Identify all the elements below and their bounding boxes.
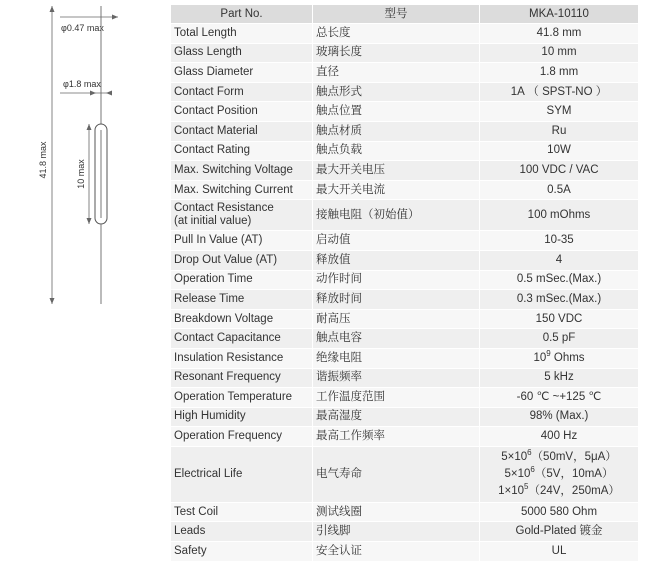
- reed-switch-drawing: [0, 0, 165, 564]
- param-value: 5 kHz: [480, 368, 639, 388]
- arrow-icon: [90, 91, 96, 96]
- param-name-en: [171, 200, 313, 231]
- life-exponent: 6: [530, 465, 535, 475]
- arrow-icon: [112, 15, 118, 20]
- table-row: [171, 63, 639, 83]
- param-name-line: (at initial value): [174, 215, 252, 228]
- table-row: [171, 250, 639, 270]
- param-name-cn: 动作时间: [313, 270, 480, 290]
- table-row: [171, 407, 639, 427]
- param-name-en: Contact Rating: [171, 141, 313, 161]
- table-row: [171, 348, 639, 368]
- arrow-icon: [87, 124, 92, 130]
- param-value: UL: [480, 542, 639, 562]
- param-value: 98% (Max.): [480, 407, 639, 427]
- param-name-cn: 直径: [313, 63, 480, 83]
- life-base: 5×10: [504, 467, 531, 480]
- param-value: 100 VDC / VAC: [480, 161, 639, 181]
- table-row: [171, 24, 639, 44]
- param-name-cn: 启动值: [313, 231, 480, 251]
- total-length-label: 41.8 max: [38, 141, 48, 179]
- param-name-cn: 引线脚: [313, 522, 480, 542]
- electrical-life-line: [483, 466, 635, 483]
- arrow-icon: [87, 218, 92, 224]
- header-value: MKA-10110: [480, 5, 639, 24]
- param-name-cn: 触点电容: [313, 329, 480, 349]
- param-name-en: Glass Diameter: [171, 63, 313, 83]
- spec-table: [170, 4, 639, 562]
- param-value: 41.8 mm: [480, 24, 639, 44]
- param-value: 100 mOhms: [480, 200, 639, 231]
- param-name-en: Max. Switching Current: [171, 180, 313, 200]
- header-cn: 型号: [313, 5, 480, 24]
- param-name-en: High Humidity: [171, 407, 313, 427]
- param-name-cn: 释放时间: [313, 290, 480, 310]
- param-name-en: Contact Capacitance: [171, 329, 313, 349]
- table-row: [171, 180, 639, 200]
- table-header-row: [171, 5, 639, 24]
- param-name-en: Electrical Life: [171, 446, 313, 502]
- glass-diameter-label: φ1.8 max: [63, 79, 101, 89]
- electrical-life-line: [483, 483, 635, 500]
- param-name-en: Max. Switching Voltage: [171, 161, 313, 181]
- param-value: 10 mm: [480, 43, 639, 63]
- arrow-icon: [50, 6, 55, 12]
- param-name-en: Insulation Resistance: [171, 348, 313, 368]
- table-row: [171, 309, 639, 329]
- param-value: 0.5 pF: [480, 329, 639, 349]
- table-row: [171, 141, 639, 161]
- param-name-en: Operation Time: [171, 270, 313, 290]
- value-base: 10: [533, 351, 547, 364]
- param-name-en: Leads: [171, 522, 313, 542]
- table-row: [171, 522, 639, 542]
- param-name-en: Total Length: [171, 24, 313, 44]
- param-name-cn: 触点材质: [313, 121, 480, 141]
- param-value: SYM: [480, 102, 639, 122]
- table-row: [171, 43, 639, 63]
- arrow-icon: [50, 298, 55, 304]
- life-exponent: 5: [524, 482, 529, 492]
- param-name-cn: 谐振频率: [313, 368, 480, 388]
- param-name-cn: 触点位置: [313, 102, 480, 122]
- param-value: 1A （ SPST-NO ）: [480, 82, 639, 102]
- table-row: [171, 329, 639, 349]
- param-name-en: Test Coil: [171, 502, 313, 522]
- param-name-cn: 最大开关电压: [313, 161, 480, 181]
- param-name-cn: 电气寿命: [313, 446, 480, 502]
- table-row: [171, 121, 639, 141]
- table-row-electrical-life: [171, 446, 639, 502]
- param-value: 150 VDC: [480, 309, 639, 329]
- param-value: 5000 580 Ohm: [480, 502, 639, 522]
- life-condition: （50mV，5μA）: [531, 450, 617, 463]
- header-param: Part No.: [171, 5, 313, 24]
- life-base: 1×10: [498, 484, 525, 497]
- param-value: 0.5 mSec.(Max.): [480, 270, 639, 290]
- life-condition: （5V，10mA）: [534, 467, 614, 480]
- table-row: [171, 368, 639, 388]
- param-value: -60 ℃ ~+125 ℃: [480, 388, 639, 408]
- param-name-en: Breakdown Voltage: [171, 309, 313, 329]
- param-name-en: Contact Material: [171, 121, 313, 141]
- param-name-cn: 最高工作频率: [313, 427, 480, 447]
- life-exponent: 6: [527, 448, 532, 458]
- param-value: [480, 348, 639, 368]
- param-name-en: Pull In Value (AT): [171, 231, 313, 251]
- table-row: [171, 502, 639, 522]
- param-name-en: Contact Form: [171, 82, 313, 102]
- life-base: 5×10: [501, 450, 528, 463]
- param-name-cn: 测试线圈: [313, 502, 480, 522]
- param-name-en: Drop Out Value (AT): [171, 250, 313, 270]
- param-name-en: Release Time: [171, 290, 313, 310]
- param-name-en: Resonant Frequency: [171, 368, 313, 388]
- table-row: [171, 270, 639, 290]
- table-row: [171, 82, 639, 102]
- param-value: 0.3 mSec.(Max.): [480, 290, 639, 310]
- param-name-cn: 触点形式: [313, 82, 480, 102]
- param-value: Ru: [480, 121, 639, 141]
- param-name-cn: 玻璃长度: [313, 43, 480, 63]
- param-value: 1.8 mm: [480, 63, 639, 83]
- param-name-en: Safety: [171, 542, 313, 562]
- value-exponent: 9: [546, 348, 551, 358]
- param-name-cn: 接触电阻（初始值）: [313, 200, 480, 231]
- param-name-en: Operation Temperature: [171, 388, 313, 408]
- param-value: 400 Hz: [480, 427, 639, 447]
- param-value: Gold-Plated 镀金: [480, 522, 639, 542]
- param-name-cn: 最大开关电流: [313, 180, 480, 200]
- value-unit: Ohms: [550, 351, 585, 364]
- param-value: 0.5A: [480, 180, 639, 200]
- param-name-cn: 总长度: [313, 24, 480, 44]
- table-row: [171, 388, 639, 408]
- param-value: [480, 446, 639, 502]
- param-name-cn: 安全认证: [313, 542, 480, 562]
- param-name-line: Contact Resistance: [174, 202, 274, 215]
- table-row: [171, 542, 639, 562]
- param-name-cn: 最高湿度: [313, 407, 480, 427]
- table-row: [171, 231, 639, 251]
- param-name-cn: 释放值: [313, 250, 480, 270]
- param-name-cn: 耐高压: [313, 309, 480, 329]
- table-row: [171, 427, 639, 447]
- glass-length-label: 10 max: [76, 159, 86, 189]
- param-name-cn: 工作温度范围: [313, 388, 480, 408]
- param-value: 10-35: [480, 231, 639, 251]
- table-row: [171, 200, 639, 231]
- life-condition: （24V，250mA）: [528, 484, 620, 497]
- table-row: [171, 161, 639, 181]
- table-row: [171, 102, 639, 122]
- param-name-en: Operation Frequency: [171, 427, 313, 447]
- param-value: 10W: [480, 141, 639, 161]
- electrical-life-line: [483, 449, 635, 466]
- param-name-en: Glass Length: [171, 43, 313, 63]
- param-name-cn: 触点负载: [313, 141, 480, 161]
- table-row: [171, 290, 639, 310]
- wire-diameter-label: φ0.47 max: [61, 23, 104, 33]
- arrow-icon: [106, 91, 112, 96]
- param-name-en: Contact Position: [171, 102, 313, 122]
- param-value: 4: [480, 250, 639, 270]
- param-name-cn: 绝缘电阻: [313, 348, 480, 368]
